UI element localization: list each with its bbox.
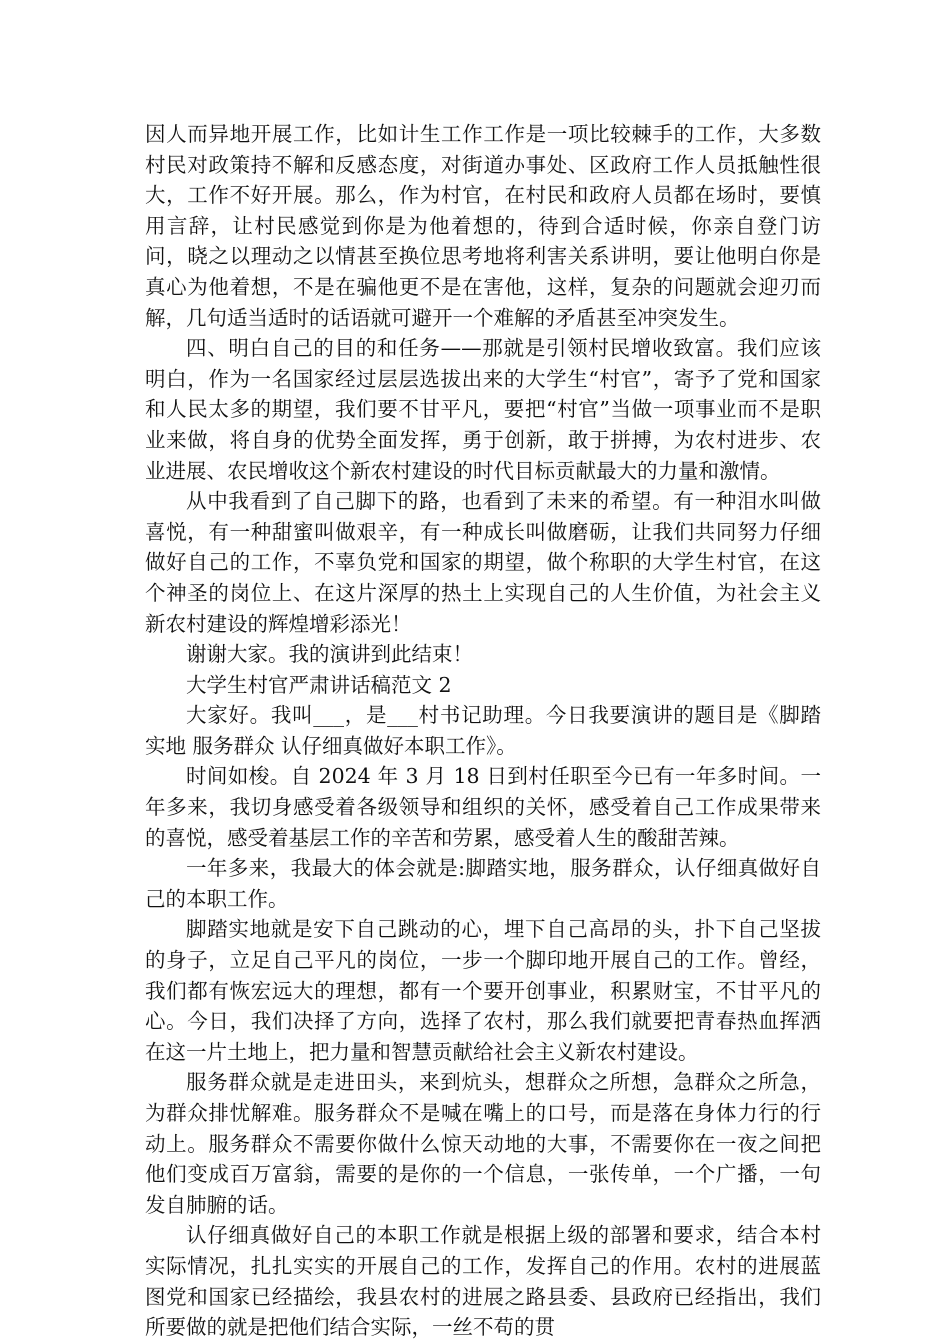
paragraph: 谢谢大家。我的演讲到此结束！: [186, 642, 473, 667]
paragraph: 四、明白自己的目的和任务——那就是引领村民增收致富。我们应该明白，作为一名国家经过层层选拔出来的大学生“村官”，寄予了党和国家和人民太多的期望，我们要不甘平凡，要把“村官”当做一项事业而不是职业来做，将自身的优势全面发挥，勇于创新，敢于拼搏，为农村进步、农业进展、农民增收这个新农村建设的时代目标贡献最大的力量和激情。: [145, 336, 821, 483]
paragraph: 一年多来，我最大的体会就是:脚踏实地，服务群众，认仔细真做好自己的本职工作。: [145, 856, 821, 911]
paragraph: 脚踏实地就是安下自己跳动的心，埋下自己高昂的头，扑下自己坚拔的身子，立足自己平凡的岗位，一步一个脚印地开展自己的工作。曾经，我们都有恢宏远大的理想，都有一个要开创事业，积累财宝，不甘平凡的心。今日，我们决择了方向，选择了农村，那么我们就要把青春热血挥洒在这一片土地上，把力量和智慧贡献给社会主义新农村建设。: [145, 917, 821, 1064]
paragraph: 时间如梭。自 2024 年 3 月 18 日到村任职至今已有一年多时间。一年多来，我切身感受着各级领导和组织的关怀，感受着自己工作成果带来的喜悦，感受着基层工作的辛苦和劳累，感受着人生的酸甜苦辣。: [145, 764, 821, 850]
paragraph: 从中我看到了自己脚下的路，也看到了未来的希望。有一种泪水叫做喜悦，有一种甜蜜叫做艰辛，有一种成长叫做磨砺，让我们共同努力仔细做好自己的工作，不辜负党和国家的期望，做个称职的大学生村官，在这个神圣的岗位上、在这片深厚的热土上实现自己的人生价值，为社会主义新农村建设的辉煌增彩添光！: [145, 489, 821, 636]
document-body: [145, 119, 821, 1343]
paragraph: 服务群众就是走进田头，来到炕头，想群众之所想，急群众之所急，为群众排忧解难。服务群众不是喊在嘴上的口号，而是落在身体力行的行动上。服务群众不需要你做什么惊天动地的大事，不需要你在一夜之间把他们变成百万富翁，需要的是你的一个信息，一张传单，一个广播，一句发自肺腑的话。: [145, 1070, 821, 1217]
paragraph: 认仔细真做好自己的本职工作就是根据上级的部署和要求，结合本村实际情况，扎扎实实的开展自己的工作，发挥自己的作用。农村的进展蓝图党和国家已经描绘，我县农村的进展之路县委、县政府已经指出，我们所要做的就是把他们结合实际，一丝不苟的贯: [145, 1223, 821, 1340]
paragraph: 因人而异地开展工作，比如计生工作工作是一项比较棘手的工作，大多数村民对政策持不解和反感态度，对街道办事处、区政府工作人员抵触性很大，工作不好开展。那么，作为村官，在村民和政府人员都在场时，要慎用言辞，让村民感觉到你是为他着想的，待到合适时候，你亲自登门访问，晓之以理动之以情甚至换位思考地将利害关系讲明，要让他明白你是真心为他着想，不是在骗他更不是在害他，这样，复杂的问题就会迎刃而解，几句适当适时的话语就可避开一个难解的矛盾甚至冲突发生。: [145, 122, 821, 330]
section-title: 大学生村官严肃讲话稿范文 2: [186, 672, 452, 697]
paragraph: 大家好。我叫___，是___村书记助理。今日我要演讲的题目是《脚踏实地 服务群众 认仔细真做好本职工作》。: [145, 703, 821, 758]
